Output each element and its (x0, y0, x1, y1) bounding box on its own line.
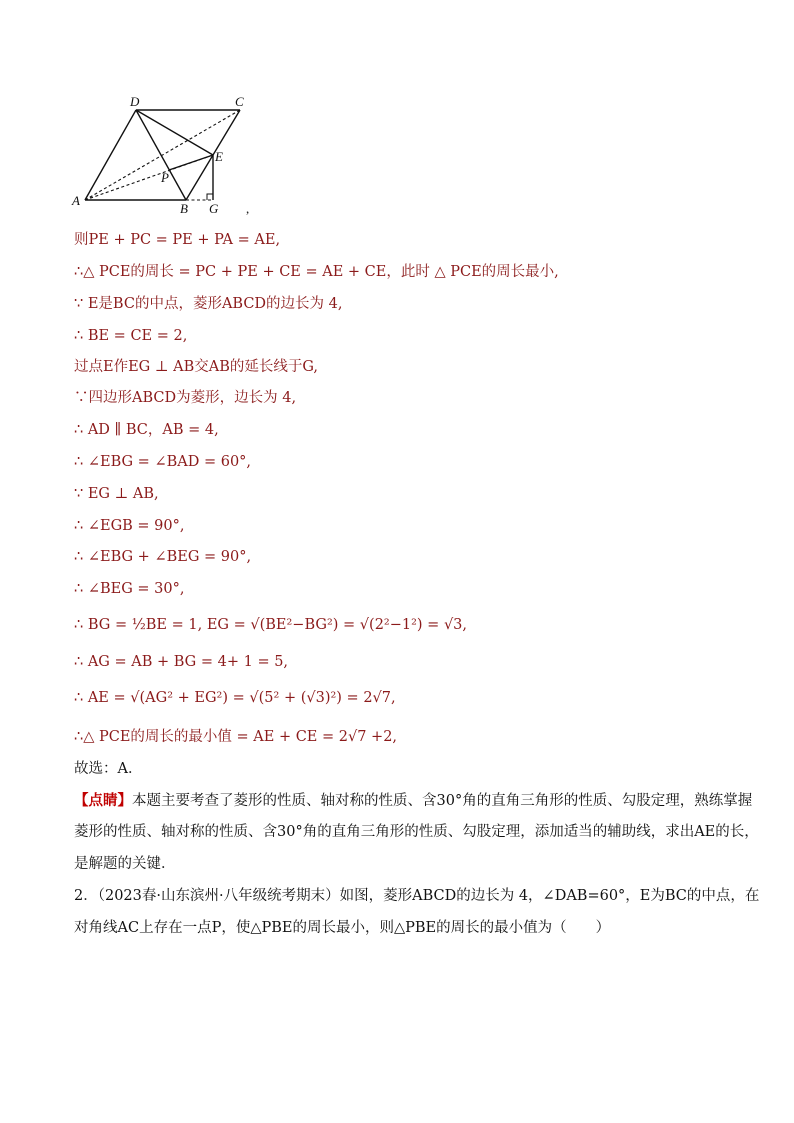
edge-ad (85, 110, 136, 200)
comment-line-1 (74, 791, 752, 811)
comment-line-3: 是解题的关键． (74, 856, 176, 872)
solution-line-13: ∴ BG = ½BE = 1, EG = √(BE²−BG²) = √(2²−1²) = √3, (74, 617, 468, 633)
solution-line-1: 则PE + PC = PE + PA = AE, (74, 232, 281, 248)
label-d: D (130, 94, 140, 109)
solution-line-12: ∴ ∠BEG = 30°, (74, 581, 185, 597)
label-e: E (215, 149, 223, 164)
solution-line-10: ∴ ∠EGB = 90°, (74, 518, 185, 534)
question-2-line-2: 对角线AC上存在一点P，使△PBE的周长最小，则△PBE的周长的最小值为（ ） (74, 920, 611, 936)
solution-line-8: ∴ ∠EBG = ∠BAD = 60°, (74, 454, 252, 470)
answer-line: 故选：A． (74, 761, 143, 777)
comment-tag: 【点睛】 (74, 792, 132, 809)
label-a: A (72, 193, 80, 208)
solution-line-3: ∵ E是BC的中点，菱形ABCD的边长为 4, (74, 296, 343, 312)
solution-line-9: ∵ EG ⊥ AB, (74, 486, 159, 502)
comment-line-2: 菱形的性质、轴对称的性质、含30°角的直角三角形的性质、勾股定理，添加适当的辅助线，求出AE的长， (74, 824, 759, 840)
solution-line-5: 过点E作EG ⊥ AB交AB的延长线于G, (74, 359, 319, 375)
label-p: P (161, 170, 169, 185)
solution-line-7: ∴ AD ∥ BC，AB = 4, (74, 422, 219, 438)
label-c: C (235, 94, 244, 109)
question-2-line-1: 2．（2023春·山东滨州·八年级统考期末）如图，菱形ABCD的边长为 4，∠DAB=60°，E为BC的中点，在 (74, 888, 760, 904)
label-b: B (180, 201, 188, 216)
solution-line-14: ∴ AG = AB + BG = 4+ 1 = 5, (74, 654, 289, 670)
solution-line-2: ∴△ PCE的周长 = PC + PE + CE = AE + CE，此时 △ PCE的周长最小, (74, 264, 559, 280)
solution-line-6: ∵四边形ABCD为菱形，边长为 4, (74, 390, 297, 406)
solution-line-15: ∴ AE = √(AG² + EG²) = √(5² + (√3)²) = 2√7, (74, 690, 396, 706)
comment-text-1: 本题主要考查了菱形的性质、轴对称的性质、含30°角的直角三角形的性质、勾股定理，熟练掌握 (132, 793, 753, 809)
solution-line-16: ∴△ PCE的周长的最小值 = AE + CE = 2√7 +2, (74, 729, 398, 745)
figure-trailing-comma: , (246, 201, 250, 216)
rhombus-figure (62, 90, 262, 220)
solution-line-4: ∴ BE = CE = 2, (74, 328, 188, 344)
solution-line-11: ∴ ∠EBG + ∠BEG = 90°, (74, 549, 252, 565)
label-g: G (209, 201, 219, 216)
right-angle-mark (207, 194, 213, 200)
diagonal-db (136, 110, 186, 200)
